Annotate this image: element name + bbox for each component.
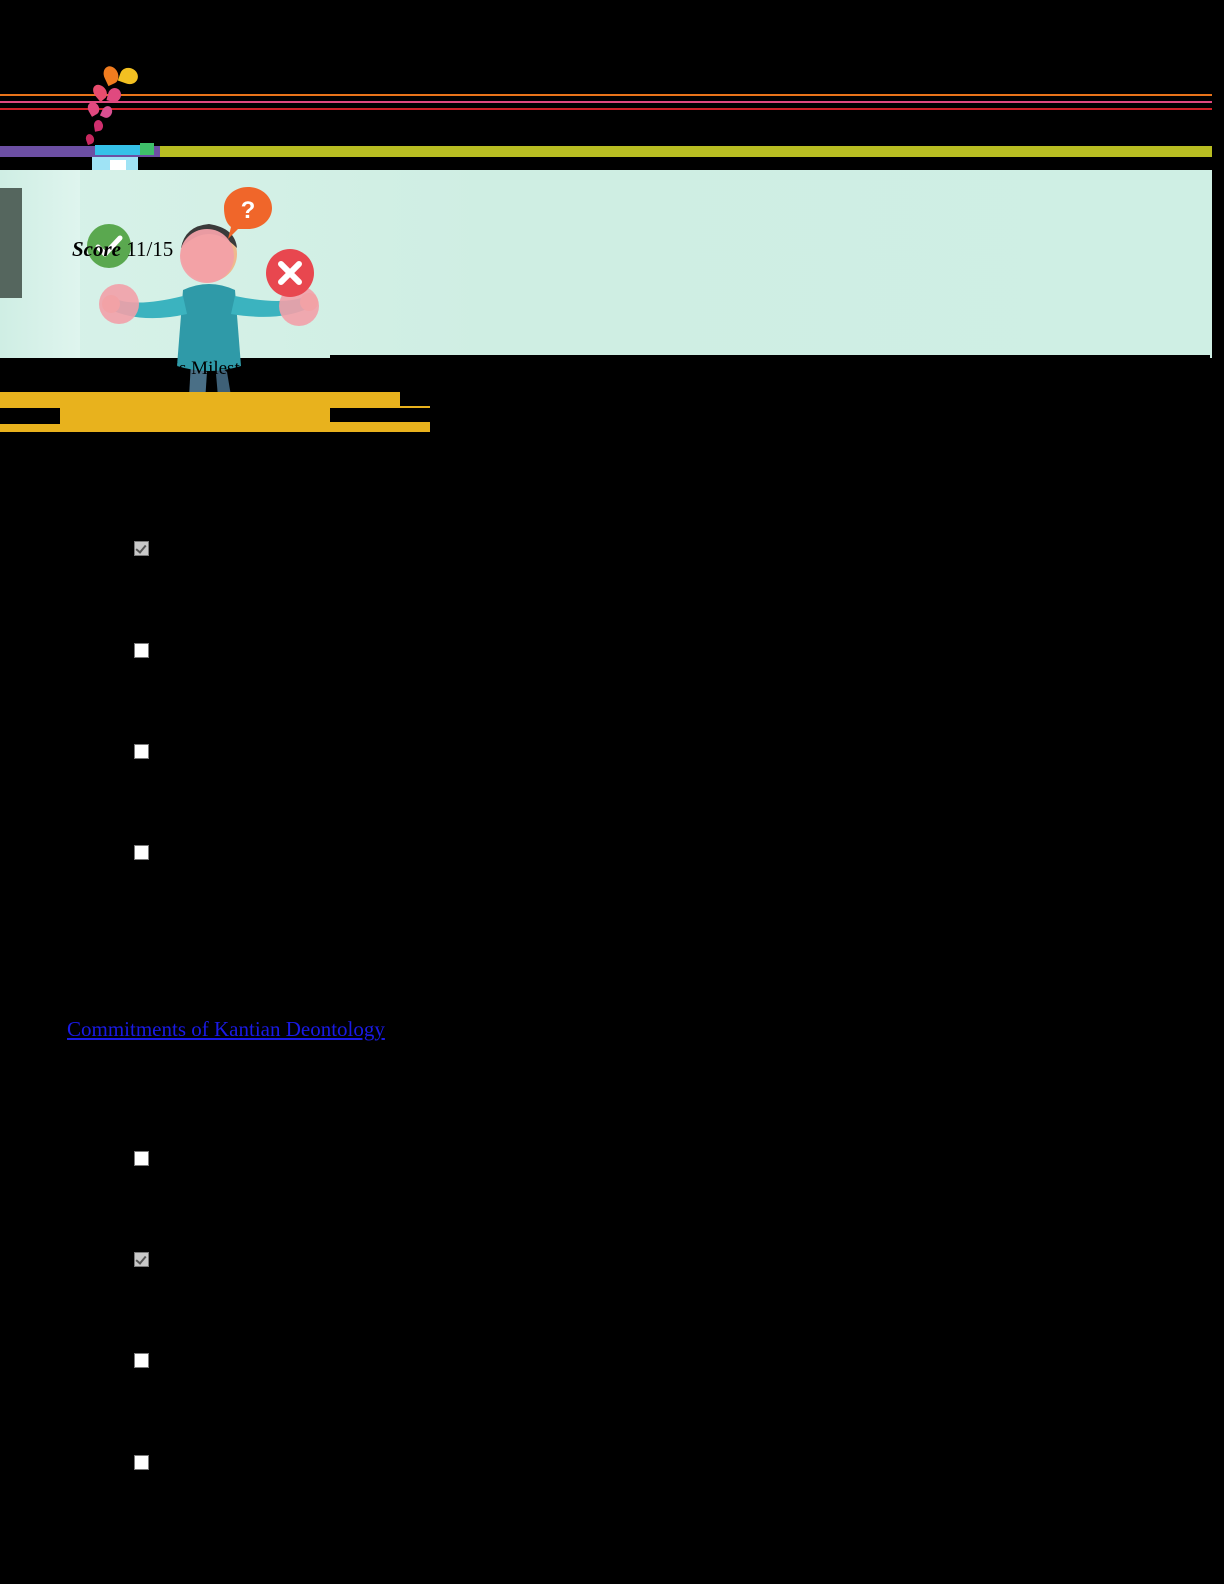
sophia-logo-icon [72,58,172,158]
divider-olive [160,146,1212,157]
divider-pink [0,101,1212,103]
q2-option-1-checkbox[interactable] [134,1151,149,1166]
highlight-bar [0,392,430,408]
q1-option-4-checkbox[interactable] [134,845,149,860]
hero-side-shadow [0,188,22,298]
logo-block-cyan [95,145,145,155]
redaction-bar [330,355,1210,377]
redaction-bar [330,408,1212,422]
score-value: 11/15 [126,237,174,261]
q2-option-4-checkbox[interactable] [134,1455,149,1470]
redaction-bar [400,380,1212,406]
concept-link-kantian-deontology[interactable]: Commitments of Kantian Deontology [67,1017,385,1041]
score-label: Score [72,237,121,261]
pass-text: You passed this Milestone [68,358,268,379]
q1-option-1-checkbox[interactable] [134,541,149,556]
q2-option-3-checkbox[interactable] [134,1353,149,1368]
q1-option-2-checkbox[interactable] [134,643,149,658]
divider-red [0,108,1212,110]
question-mark-bubble-icon [222,185,274,241]
score-line [72,237,173,261]
red-x-circle-icon [264,247,316,299]
q1-option-3-checkbox[interactable] [134,744,149,759]
svg-text:?: ? [240,197,256,224]
divider-orange [0,94,1212,96]
logo-block-green [140,143,154,155]
redaction-bar [0,432,1212,460]
q2-option-2-checkbox[interactable] [134,1252,149,1267]
